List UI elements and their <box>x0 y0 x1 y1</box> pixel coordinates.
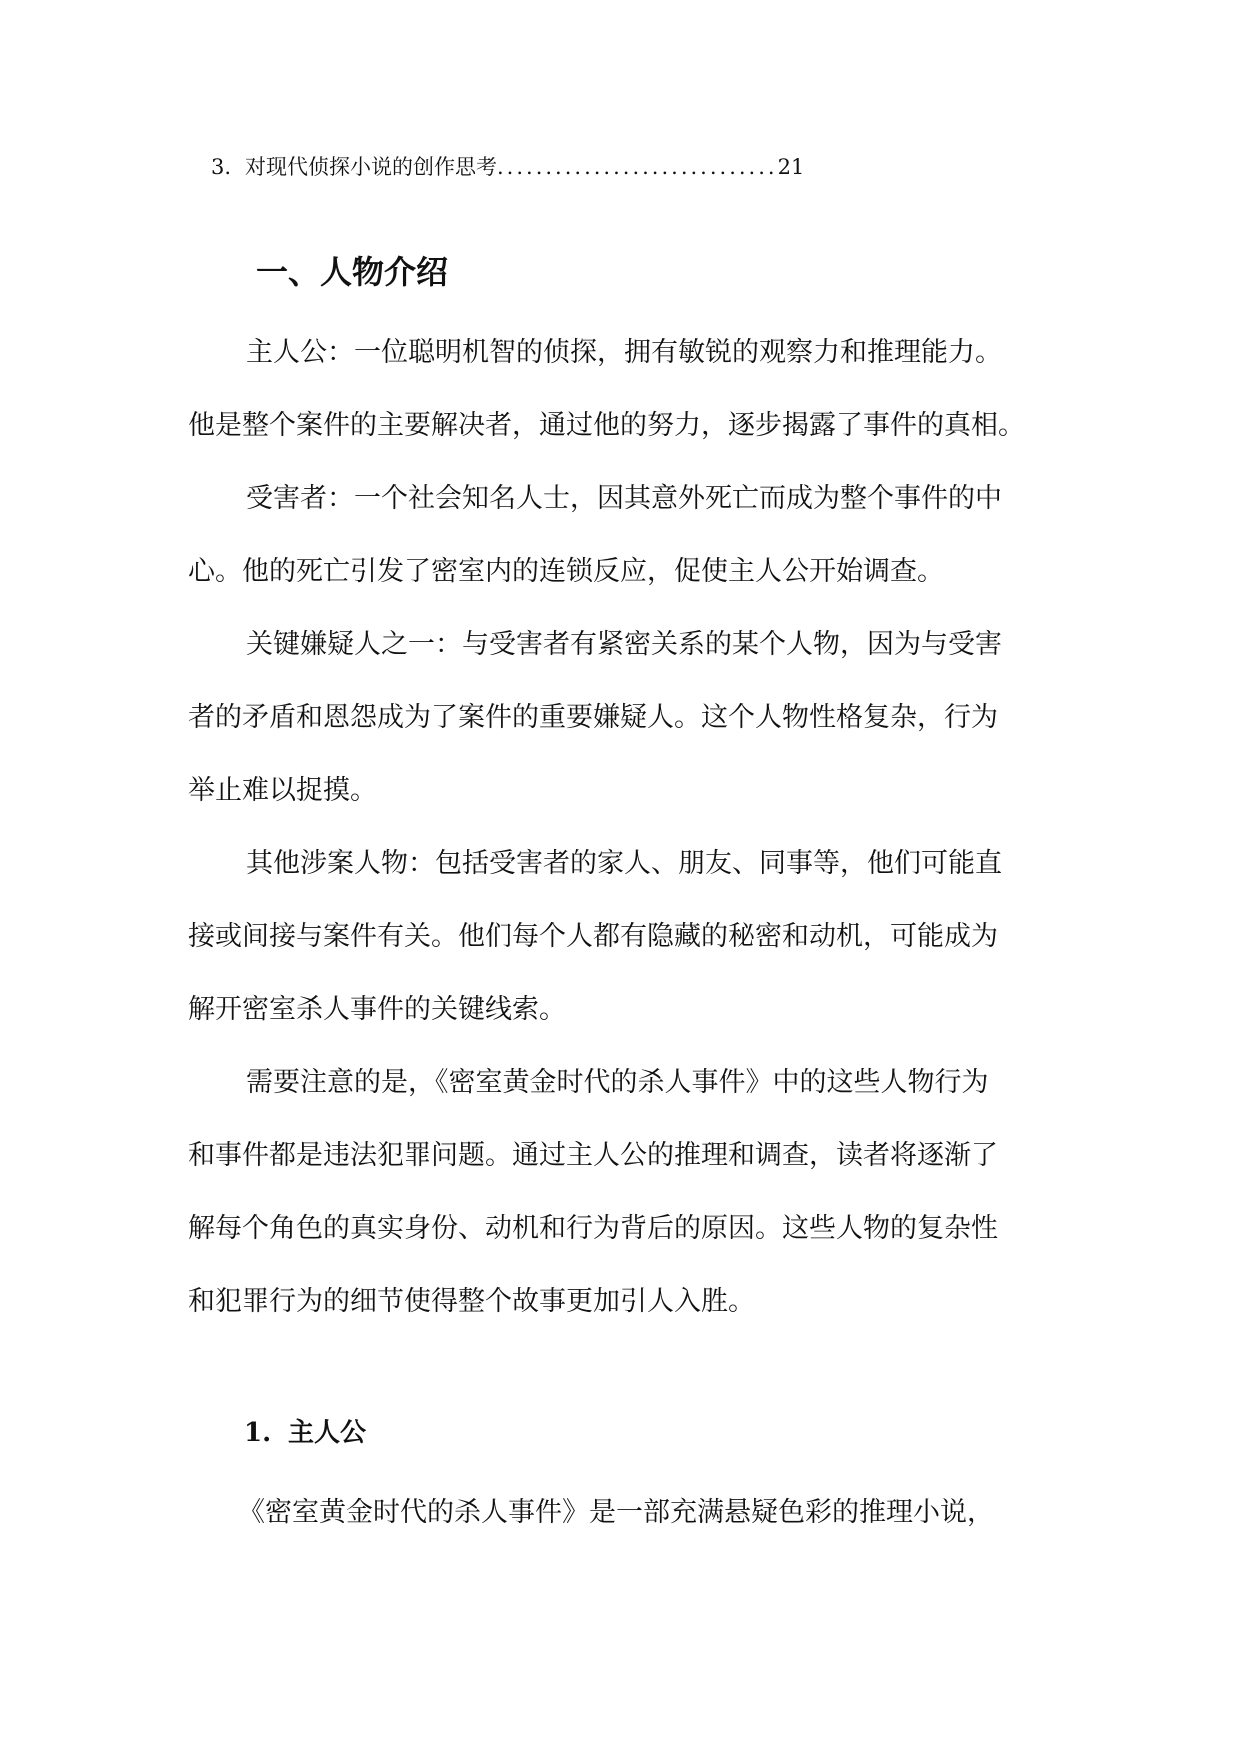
subsection-title: 主人公 <box>288 1418 367 1448</box>
toc-entry-page: 21 <box>777 155 805 179</box>
paragraph-line: 和事件都是违法犯罪问题。通过主人公的推理和调查，读者将逐渐了 <box>188 1140 998 1171</box>
paragraph-line: 《密室黄金时代的杀人事件》是一部充满悬疑色彩的推理小说， <box>238 1497 994 1528</box>
paragraph-line: 举止难以捉摸。 <box>188 775 377 806</box>
subsection-number: 1. <box>244 1418 272 1448</box>
paragraph-line: 需要注意的是，《密室黄金时代的杀人事件》中的这些人物行为 <box>246 1067 989 1098</box>
paragraph-line: 接或间接与案件有关。他们每个人都有隐藏的秘密和动机，可能成为 <box>188 921 998 952</box>
paragraph-line: 其他涉案人物：包括受害者的家人、朋友、同事等，他们可能直 <box>246 848 1002 879</box>
paragraph-line: 心。他的死亡引发了密室内的连锁反应，促使主人公开始调查。 <box>188 556 944 587</box>
paragraph-note <box>188 1046 1048 1338</box>
toc-leader-dots: ............................. <box>497 155 778 179</box>
paragraph-line: 解每个角色的真实身份、动机和行为背后的原因。这些人物的复杂性 <box>188 1213 998 1244</box>
paragraph-line: 受害者：一个社会知名人士，因其意外死亡而成为整个事件的中 <box>246 483 1002 514</box>
paragraph-victim <box>188 462 1048 608</box>
section-heading: 一、人物介绍 <box>256 253 449 291</box>
paragraph-line: 解开密室杀人事件的关键线索。 <box>188 994 566 1025</box>
paragraph-protagonist <box>188 316 1048 462</box>
toc-entry[interactable] <box>211 151 941 183</box>
subsection-heading <box>244 1413 366 1453</box>
toc-entry-title: 对现代侦探小说的创作思考 <box>245 155 497 179</box>
paragraph-line: 主人公：一位聪明机智的侦探，拥有敏锐的观察力和推理能力。 <box>246 337 1002 368</box>
toc-entry-number: 3. <box>211 155 232 179</box>
paragraph-line: 关键嫌疑人之一：与受害者有紧密关系的某个人物，因为与受害 <box>246 629 1002 660</box>
paragraph-line: 他是整个案件的主要解决者，通过他的努力，逐步揭露了事件的真相。 <box>188 410 1025 441</box>
paragraph-key-suspect <box>188 608 1048 827</box>
paragraph-intro <box>188 1476 1048 1549</box>
paragraph-other-persons <box>188 827 1048 1046</box>
paragraph-line: 和犯罪行为的细节使得整个故事更加引人入胜。 <box>188 1286 755 1317</box>
paragraph-line: 者的矛盾和恩怨成为了案件的重要嫌疑人。这个人物性格复杂，行为 <box>188 702 998 733</box>
